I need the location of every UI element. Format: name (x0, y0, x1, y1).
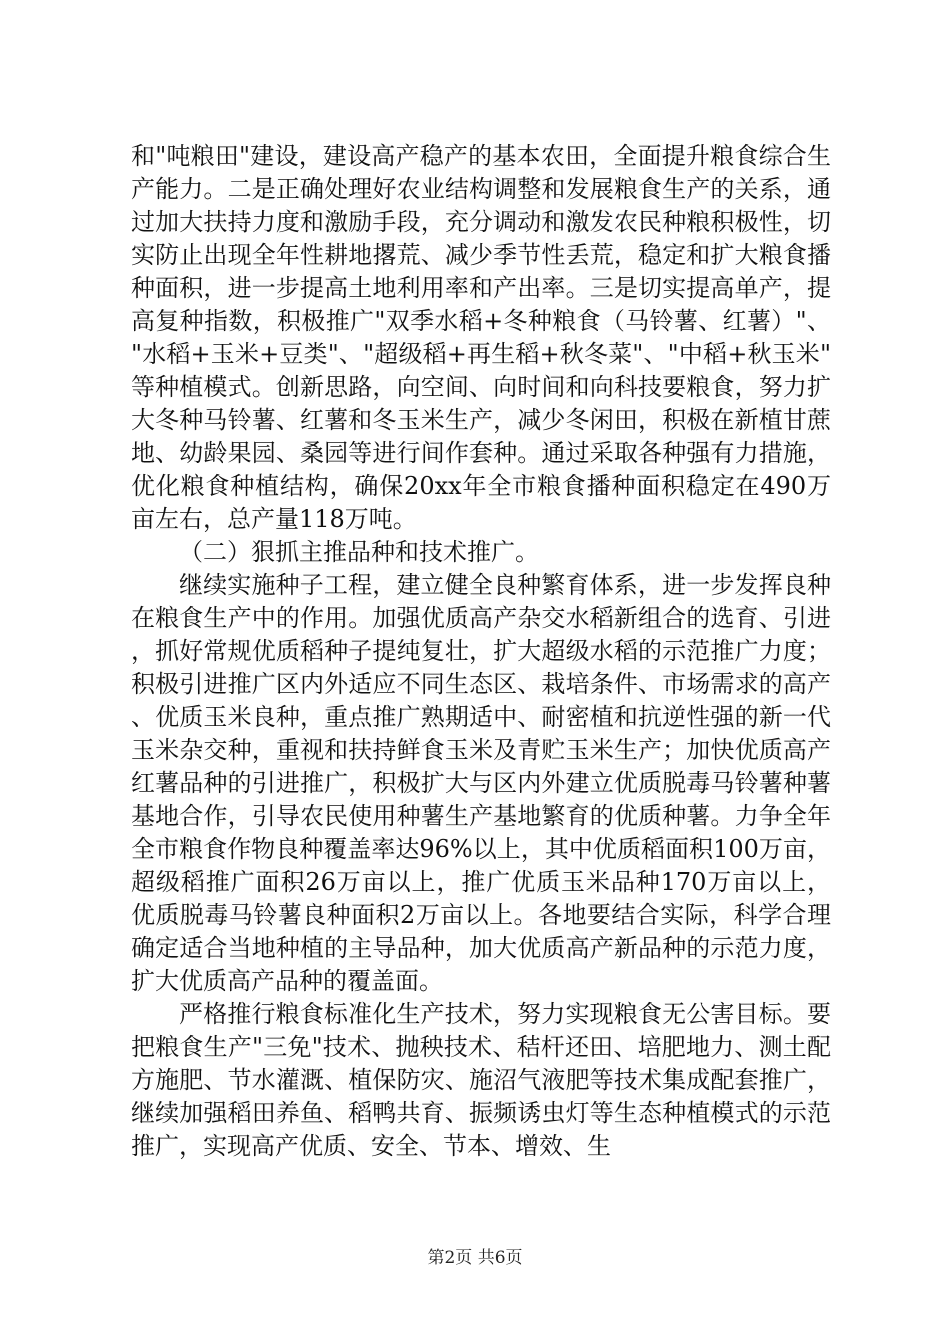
paragraph-seed-project: 继续实施种子工程，建立健全良种繁育体系，进一步发挥良种在粮食生产中的作用。加强优质高产杂交水稻新组合的选育、引进，抓好常规优质稻种子提纯复壮，扩大超级水稻的示范推广力度；积极引进推广区内外适应不同生态区、栽培条件、市场需求的高产、优质玉米良种，重点推广熟期适中、耐密植和抗逆性强的新一代玉米杂交种，重视和扶持鲜食玉米及青贮玉米生产；加快优质高产红薯品种的引进推广，积极扩大与区内外建立优质脱毒马铃薯种薯基地合作，引导农民使用种薯生产基地繁育的优质种薯。力争全年全市粮食作物良种覆盖率达96%以上，其中优质稻面积100万亩，超级稻推广面积26万亩以上，推广优质玉米品种170万亩以上，优质脱毒马铃薯良种面积2万亩以上。各地要结合实际，科学合理确定适合当地种植的主导品种，加大优质高产新品种的示范力度，扩大优质高产品种的覆盖面。 (131, 571, 831, 995)
page-number-footer: 第2页 共6页 (427, 1248, 523, 1268)
paragraph-grain-area: 和"吨粮田"建设，建设高产稳产的基本农田，全面提升粮食综合生产能力。二是正确处理好农业结构调整和发展粮食生产的关系，通过加大扶持力度和激励手段，充分调动和激发农民种粮积极性，切实防止出现全年性耕地撂荒、减少季节性丢荒，稳定和扩大粮食播种面积，进一步提高土地利用率和产出率。三是切实提高单产，提高复种指数，积极推广"双季水稻+冬种粮食（马铃薯、红薯）"、"水稻+玉米+豆类"、"超级稻+再生稻+秋冬菜"、"中稻+秋玉米"等种植模式。创新思路，向空间、向时间和向科技要粮食，努力扩大冬种马铃薯、红薯和冬玉米生产，减少冬闲田，积极在新植甘蔗地、幼龄果园、桑园等进行间作套种。通过采取各种强有力措施，优化粮食种植结构，确保20xx年全市粮食播种面积稳定在490万亩左右，总产量118万吨。 (131, 142, 831, 533)
section-heading-varieties: （二）狠抓主推品种和技术推广。 (179, 538, 539, 566)
paragraph-standardized-production: 严格推行粮食标准化生产技术，努力实现粮食无公害目标。要把粮食生产"三免"技术、抛秧技术、秸杆还田、培肥地力、测土配方施肥、节水灌溉、植保防灾、施沼气液肥等技术集成配套推广，继续加强稻田养鱼、稻鸭共育、振频诱虫灯等生态种植模式的示范推广，实现高产优质、安全、节本、增效、生 (131, 1000, 831, 1160)
body-text (131, 140, 831, 1163)
